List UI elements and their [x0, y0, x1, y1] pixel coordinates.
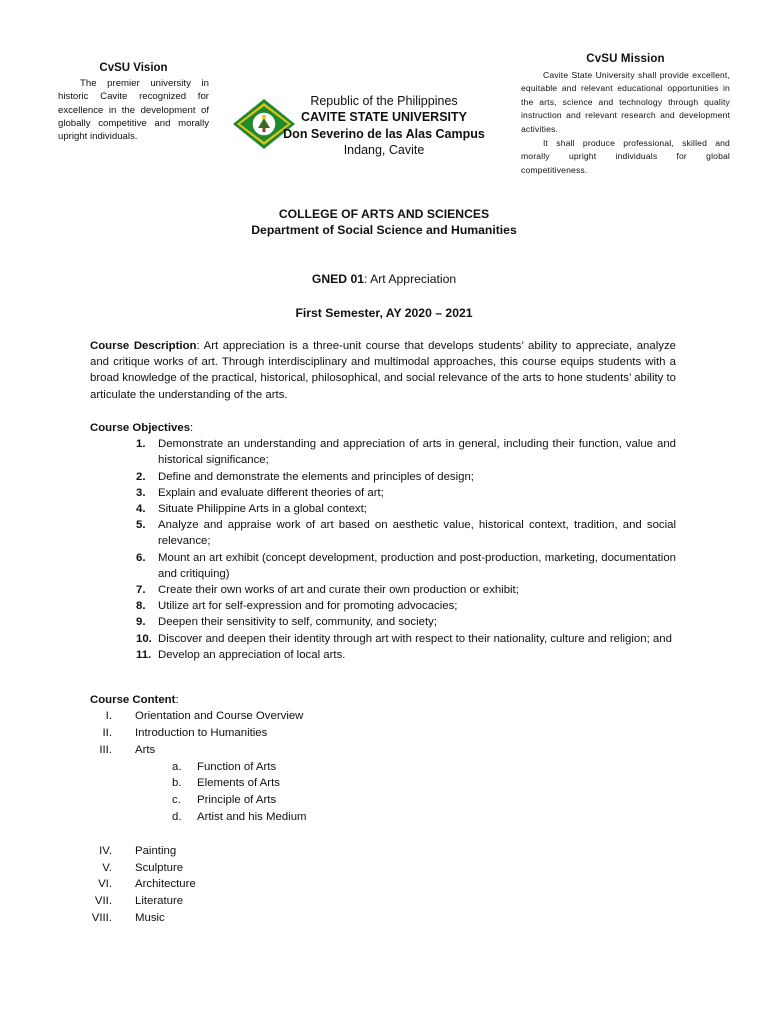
objective-item-text: Explain and evaluate different theories of art; [158, 486, 384, 499]
content-item-number: VIII. [91, 911, 112, 924]
content-item-number: I. [105, 710, 112, 723]
content-subitem-number: c. [172, 794, 181, 807]
objective-item [90, 517, 676, 549]
content-list-b [90, 843, 676, 927]
content-item-text: Arts [135, 743, 156, 756]
course-description [90, 338, 676, 403]
content-item [90, 860, 676, 877]
objective-item-text: Define and demonstrate the elements and principles of design; [158, 470, 474, 483]
description-label: Course Description [90, 340, 197, 352]
university-header [280, 93, 488, 158]
content-item [90, 876, 676, 893]
objective-item [90, 501, 676, 517]
content-sublist [90, 759, 676, 826]
content-subitem [90, 775, 676, 792]
objective-item-text: Situate Philippine Arts in a global context; [158, 503, 367, 516]
objective-item-text: Mount an art exhibit (concept development, production and post-production, marketing, documentation and critiquing) [158, 551, 676, 580]
content-item-number: V. [102, 861, 112, 874]
content-list-a [90, 708, 676, 758]
content-subitem-number: b. [172, 777, 182, 790]
content-subitem-number: a. [172, 760, 182, 773]
objectives-label: Course Objectives [90, 422, 191, 434]
content-item-text: Literature [135, 895, 184, 908]
campus-location: Indang, Cavite [343, 142, 425, 157]
objective-item-number: 2. [136, 470, 146, 483]
content-item-number: III. [99, 743, 112, 756]
content-item-text: Sculpture [135, 861, 184, 874]
vision-text: The premier university in historic Cavite recognized for excellence in the development of globally competitive and morally upright individuals. [58, 78, 209, 143]
department-name: Department of Social Science and Humanities [251, 222, 517, 237]
objective-item [90, 647, 676, 663]
objective-item-text: Create their own works of art and curate their own production or exhibit; [158, 584, 519, 597]
objective-item [90, 582, 676, 598]
content-item-text: Painting [135, 844, 177, 857]
objectives-list [90, 436, 676, 663]
objective-item-number: 9. [136, 616, 146, 629]
objective-item-number: 8. [136, 600, 146, 613]
university-name: CAVITE STATE UNIVERSITY [301, 110, 467, 125]
content-item [90, 725, 676, 742]
content-item-text: Architecture [135, 878, 196, 891]
objective-item [90, 485, 676, 501]
objective-item-text: Analyze and appraise work of art based on aesthetic value, historical context, tradition, and social relevance; [158, 519, 676, 548]
objective-item-number: 1. [136, 438, 146, 451]
objective-item-number: 7. [136, 584, 146, 597]
objective-item [90, 598, 676, 614]
objective-item [90, 436, 676, 468]
objective-item-number: 10. [136, 632, 152, 645]
description-text: : Art appreciation is a three-unit course that develops students’ ability to appreciate, analyze and critique works of art. Through interdisciplinary and multimodal approaches, this course equips students with a broad knowledge of the practical, historical, philosophical, and social relevance of the arts to hone students’ ability to articulate the understanding of the arts. [90, 340, 676, 401]
content-subitem [90, 809, 676, 826]
content-item-text: Music [135, 911, 165, 924]
objective-item [90, 631, 676, 647]
content-label: Course Content [90, 694, 176, 706]
objective-item-number: 4. [136, 503, 146, 516]
content-item-number: II. [102, 727, 112, 739]
content-gap [90, 826, 676, 843]
course-content [90, 692, 676, 927]
mission-title: CvSU Mission [586, 53, 665, 65]
objective-item-number: 11. [136, 648, 152, 661]
republic-line: Republic of the Philippines [310, 94, 458, 108]
course-title: : Art Appreciation [364, 272, 457, 286]
mission-block [521, 53, 730, 177]
content-item [90, 893, 676, 910]
course-code: GNED 01 [311, 272, 364, 286]
course-title-line [0, 272, 768, 286]
content-item [90, 708, 676, 725]
course-objectives [90, 420, 676, 663]
mission-text-2: It shall produce professional, skilled and morally upright individuals for global competitiveness. [521, 137, 730, 175]
vision-block [58, 62, 209, 143]
content-item [90, 910, 676, 927]
college-name: COLLEGE OF ARTS AND SCIENCES [278, 207, 490, 221]
content-subitem-text: Principle of Arts [197, 794, 277, 807]
content-subitem-text: Artist and his Medium [197, 810, 307, 823]
content-subitem-text: Function of Arts [197, 760, 277, 773]
objective-item-text: Develop an appreciation of local arts. [158, 648, 346, 661]
vision-title: CvSU Vision [99, 62, 168, 74]
campus-name: Don Severino de las Alas Campus [283, 126, 485, 141]
objective-item-text: Deepen their sensitivity to self, community, and society; [158, 616, 437, 629]
content-subitem [90, 759, 676, 776]
mission-text-1: Cavite State University shall provide excellent, equitable and relevant educational opportunities in the arts, science and technology through quality instruction and relevant research and development activities. [521, 69, 730, 134]
objective-item-text: Discover and deepen their identity through art with respect to their nationality, culture and religion; and [158, 632, 672, 645]
content-subitem-number: d. [172, 810, 182, 823]
content-item-number: IV. [99, 844, 112, 857]
content-item-text: Orientation and Course Overview [135, 710, 304, 723]
objectives-colon: : [190, 422, 194, 434]
content-subitem-text: Elements of Arts [197, 777, 280, 790]
objective-item-text: Utilize art for self-expression and for promoting advocacies; [158, 600, 458, 613]
college-heading [0, 207, 768, 238]
objective-item-number: 3. [136, 486, 146, 499]
content-item-number: VI. [98, 878, 112, 891]
content-item-number: VII. [94, 895, 112, 908]
content-item-text: Introduction to Humanities [135, 727, 268, 739]
objective-item [90, 469, 676, 485]
objective-item-number: 6. [136, 551, 146, 564]
objective-item [90, 550, 676, 582]
semester-line: First Semester, AY 2020 – 2021 [295, 306, 473, 320]
content-colon: : [175, 694, 179, 706]
content-subitem [90, 792, 676, 809]
objective-item-text: Demonstrate an understanding and appreciation of arts in general, including their function, value and historical significance; [158, 438, 676, 467]
content-item [90, 843, 676, 860]
objective-item [90, 614, 676, 630]
content-item [90, 742, 676, 759]
objective-item-number: 5. [136, 519, 146, 532]
